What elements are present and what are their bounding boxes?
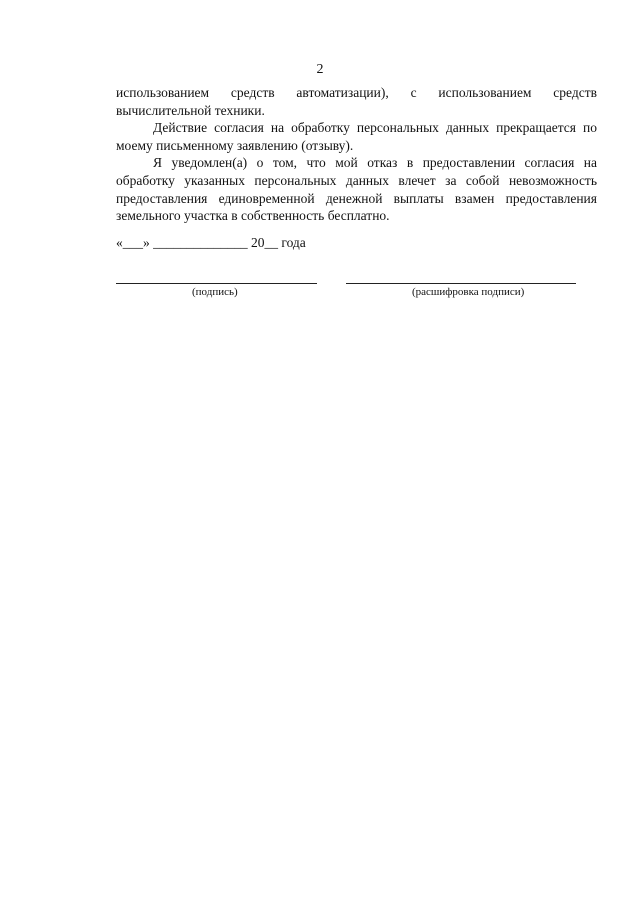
signature-line — [116, 283, 317, 284]
signature-decoding-caption: (расшифровка подписи) — [412, 286, 525, 298]
paragraph-continuation: использованием средств автоматизации), с использованием средств вычислительной техники. — [116, 85, 597, 118]
document-body — [116, 84, 597, 225]
paragraph-refusal-notice: Я уведомлен(а) о том, что мой отказ в предоставлении согласия на обработку указанных персональных данных влечет за собой невозможность предоставления единовременной денежной выплаты взамен предоставления земельного участка в собственность бесплатно. — [116, 155, 597, 224]
signature-decoding-line — [346, 283, 576, 284]
paragraph-consent-termination: Действие согласия на обработку персональных данных прекращается по моему письменному заявлению (отзыву). — [116, 120, 597, 153]
date-line: «___» ______________ 20__ года — [116, 235, 306, 250]
signature-caption: (подпись) — [192, 286, 238, 298]
page-number: 2 — [316, 62, 324, 77]
